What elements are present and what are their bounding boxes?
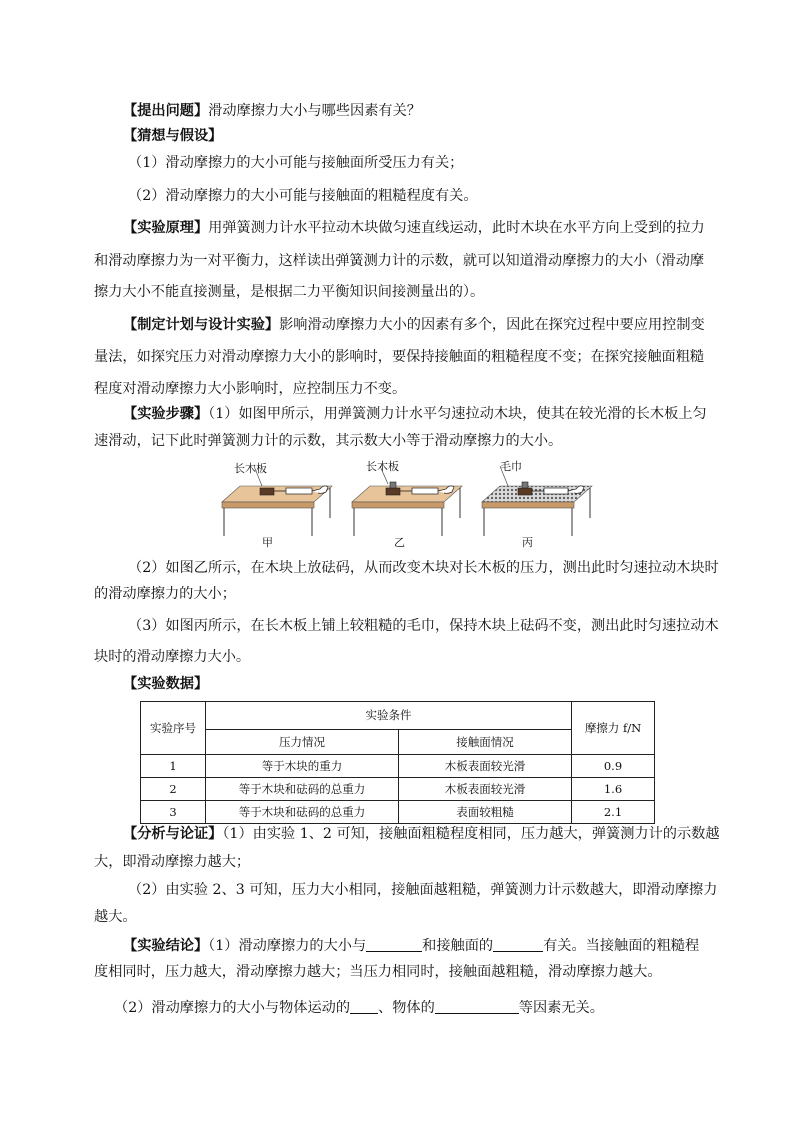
panel-bing-caption: 丙 (522, 536, 533, 549)
row-seq: 2 (141, 778, 206, 801)
header-seq: 实验序号 (141, 702, 206, 755)
blank-1[interactable] (366, 937, 422, 952)
row-friction: 2.1 (572, 801, 655, 824)
conclusion-c2-b: 、物体的 (378, 1000, 435, 1016)
data-table (140, 701, 655, 824)
experiment-figure (214, 456, 600, 550)
hypothesis-item-1: （1）滑动摩擦力的大小可能与接触面所受压力有关； (128, 155, 464, 171)
blank-3[interactable] (350, 999, 378, 1014)
blank-4[interactable] (435, 999, 519, 1014)
panel-yi-diagram (352, 466, 462, 536)
steps-line-1 (123, 404, 707, 424)
analysis-line-1 (123, 824, 720, 844)
principle-line-3: 擦力大小不能直接测量，是根据二力平衡知识间接测量出的）。 (94, 284, 485, 300)
principle-text-1: 用弹簧测力计水平拉动木块做匀速直线运动，此时木块在水平方向上受到的拉力 (208, 220, 705, 236)
panel-bing-label: 毛巾 (500, 460, 522, 473)
row-surface: 表面较粗糙 (399, 801, 572, 824)
table-row (141, 778, 655, 801)
table-header-row (141, 702, 655, 730)
header-conditions: 实验条件 (206, 702, 572, 730)
step3-text-1: （3）如图丙所示，在长木板上铺上较粗糙的毛巾，保持木块上砝码不变，测出此时匀速拉动木 (128, 618, 719, 634)
analysis-item2-text-2: 越大。 (94, 909, 137, 925)
question-line (123, 101, 421, 121)
header-surface: 接触面情况 (399, 729, 572, 754)
hypothesis-label: 【猜想与假设】 (123, 128, 223, 144)
header-pressure: 压力情况 (206, 729, 399, 754)
conclusion-line-1 (123, 936, 699, 956)
principle-label: 【实验原理】 (123, 220, 209, 236)
conclusion-c2-c: 等因素无关。 (518, 1000, 604, 1016)
row-pressure: 等于木块和砝码的总重力 (206, 778, 399, 801)
row-surface: 木板表面较光滑 (399, 755, 572, 778)
row-seq: 3 (141, 801, 206, 824)
row-seq: 1 (141, 755, 206, 778)
conclusion-label: 【实验结论】 (123, 938, 209, 954)
hypothesis-item-2: （2）滑动摩擦力的大小可能与接触面的粗糙程度有关。 (128, 188, 478, 204)
table-row (141, 755, 655, 778)
conclusion-c1-a: （1）滑动摩擦力的大小与 (208, 938, 367, 954)
conclusion-line-3 (114, 998, 604, 1018)
blank-2[interactable] (493, 937, 543, 952)
plan-line-3: 程度对滑动摩擦力大小影响时，应控制压力不变。 (94, 381, 407, 397)
panel-bing-diagram (482, 466, 592, 536)
conclusion-line-2: 度相同时，压力越大，滑动摩擦力越大；当压力相同时，接触面越粗糙，滑动摩擦力越大。 (94, 964, 662, 980)
step2-text-2: 的滑动摩擦力的大小； (94, 586, 236, 602)
table-row (141, 801, 655, 824)
row-friction: 1.6 (572, 778, 655, 801)
panel-jia-label: 长木板 (234, 462, 267, 475)
plan-line-1 (123, 315, 705, 335)
analysis-item1-text-1: （1）由实验 1、2 可知，接触面粗糙程度相同，压力越大，弹簧测力计的示数越 (222, 826, 720, 842)
data-label: 【实验数据】 (123, 676, 209, 692)
panel-yi-label: 长木板 (366, 460, 399, 473)
analysis-item1-text-2: 大，即滑动摩擦力越大； (94, 854, 251, 870)
conclusion-c1-c: 有关。当接触面的粗糙程 (543, 938, 700, 954)
panel-jia-diagram (222, 466, 332, 536)
analysis-item2-text-1: （2）由实验 2、3 可知，压力大小相同，接触面越粗糙，弹簧测力计示数越大，即滑动摩擦力 (128, 882, 718, 898)
row-surface: 木板表面较光滑 (399, 778, 572, 801)
row-pressure: 等于木块的重力 (206, 755, 399, 778)
conclusion-c1-b: 和接触面的 (422, 938, 494, 954)
plan-line-2: 量法，如探究压力对滑动摩擦力大小的影响时，要保持接触面的粗糙程度不变；在探究接触面粗糙 (94, 349, 705, 365)
plan-text-1: 影响滑动摩擦力大小的因素有多个，因此在探究过程中要应用控制变 (279, 317, 705, 333)
step1-text-2: 速滑动，记下此时弹簧测力计的示数，其示数大小等于滑动摩擦力的大小。 (94, 433, 563, 449)
steps-label: 【实验步骤】 (123, 406, 209, 422)
row-friction: 0.9 (572, 755, 655, 778)
principle-line-1 (123, 218, 705, 238)
step2-text-1: （2）如图乙所示，在木块上放砝码，从而改变木块对长木板的压力，测出此时匀速拉动木块时 (128, 560, 719, 576)
step3-text-2: 块时的滑动摩擦力大小。 (94, 649, 251, 665)
conclusion-c2-a: （2）滑动摩擦力的大小与物体运动的 (114, 1000, 351, 1016)
principle-line-2: 和滑动摩擦力为一对平衡力，这样读出弹簧测力计的示数，就可以知道滑动摩擦力的大小（滑动摩 (94, 253, 705, 269)
header-friction: 摩擦力 f/N (572, 702, 655, 755)
panel-yi-caption: 乙 (394, 536, 405, 549)
plan-label: 【制定计划与设计实验】 (123, 317, 280, 333)
analysis-label: 【分析与论证】 (123, 826, 223, 842)
row-pressure: 等于木块和砝码的总重力 (206, 801, 399, 824)
question-text: 滑动摩擦力大小与哪些因素有关？ (208, 103, 421, 119)
step1-text-1: （1）如图甲所示，用弹簧测力计水平匀速拉动木块，使其在较光滑的长木板上匀 (208, 406, 707, 422)
question-label: 【提出问题】 (123, 103, 209, 119)
panel-jia-caption: 甲 (262, 536, 273, 549)
